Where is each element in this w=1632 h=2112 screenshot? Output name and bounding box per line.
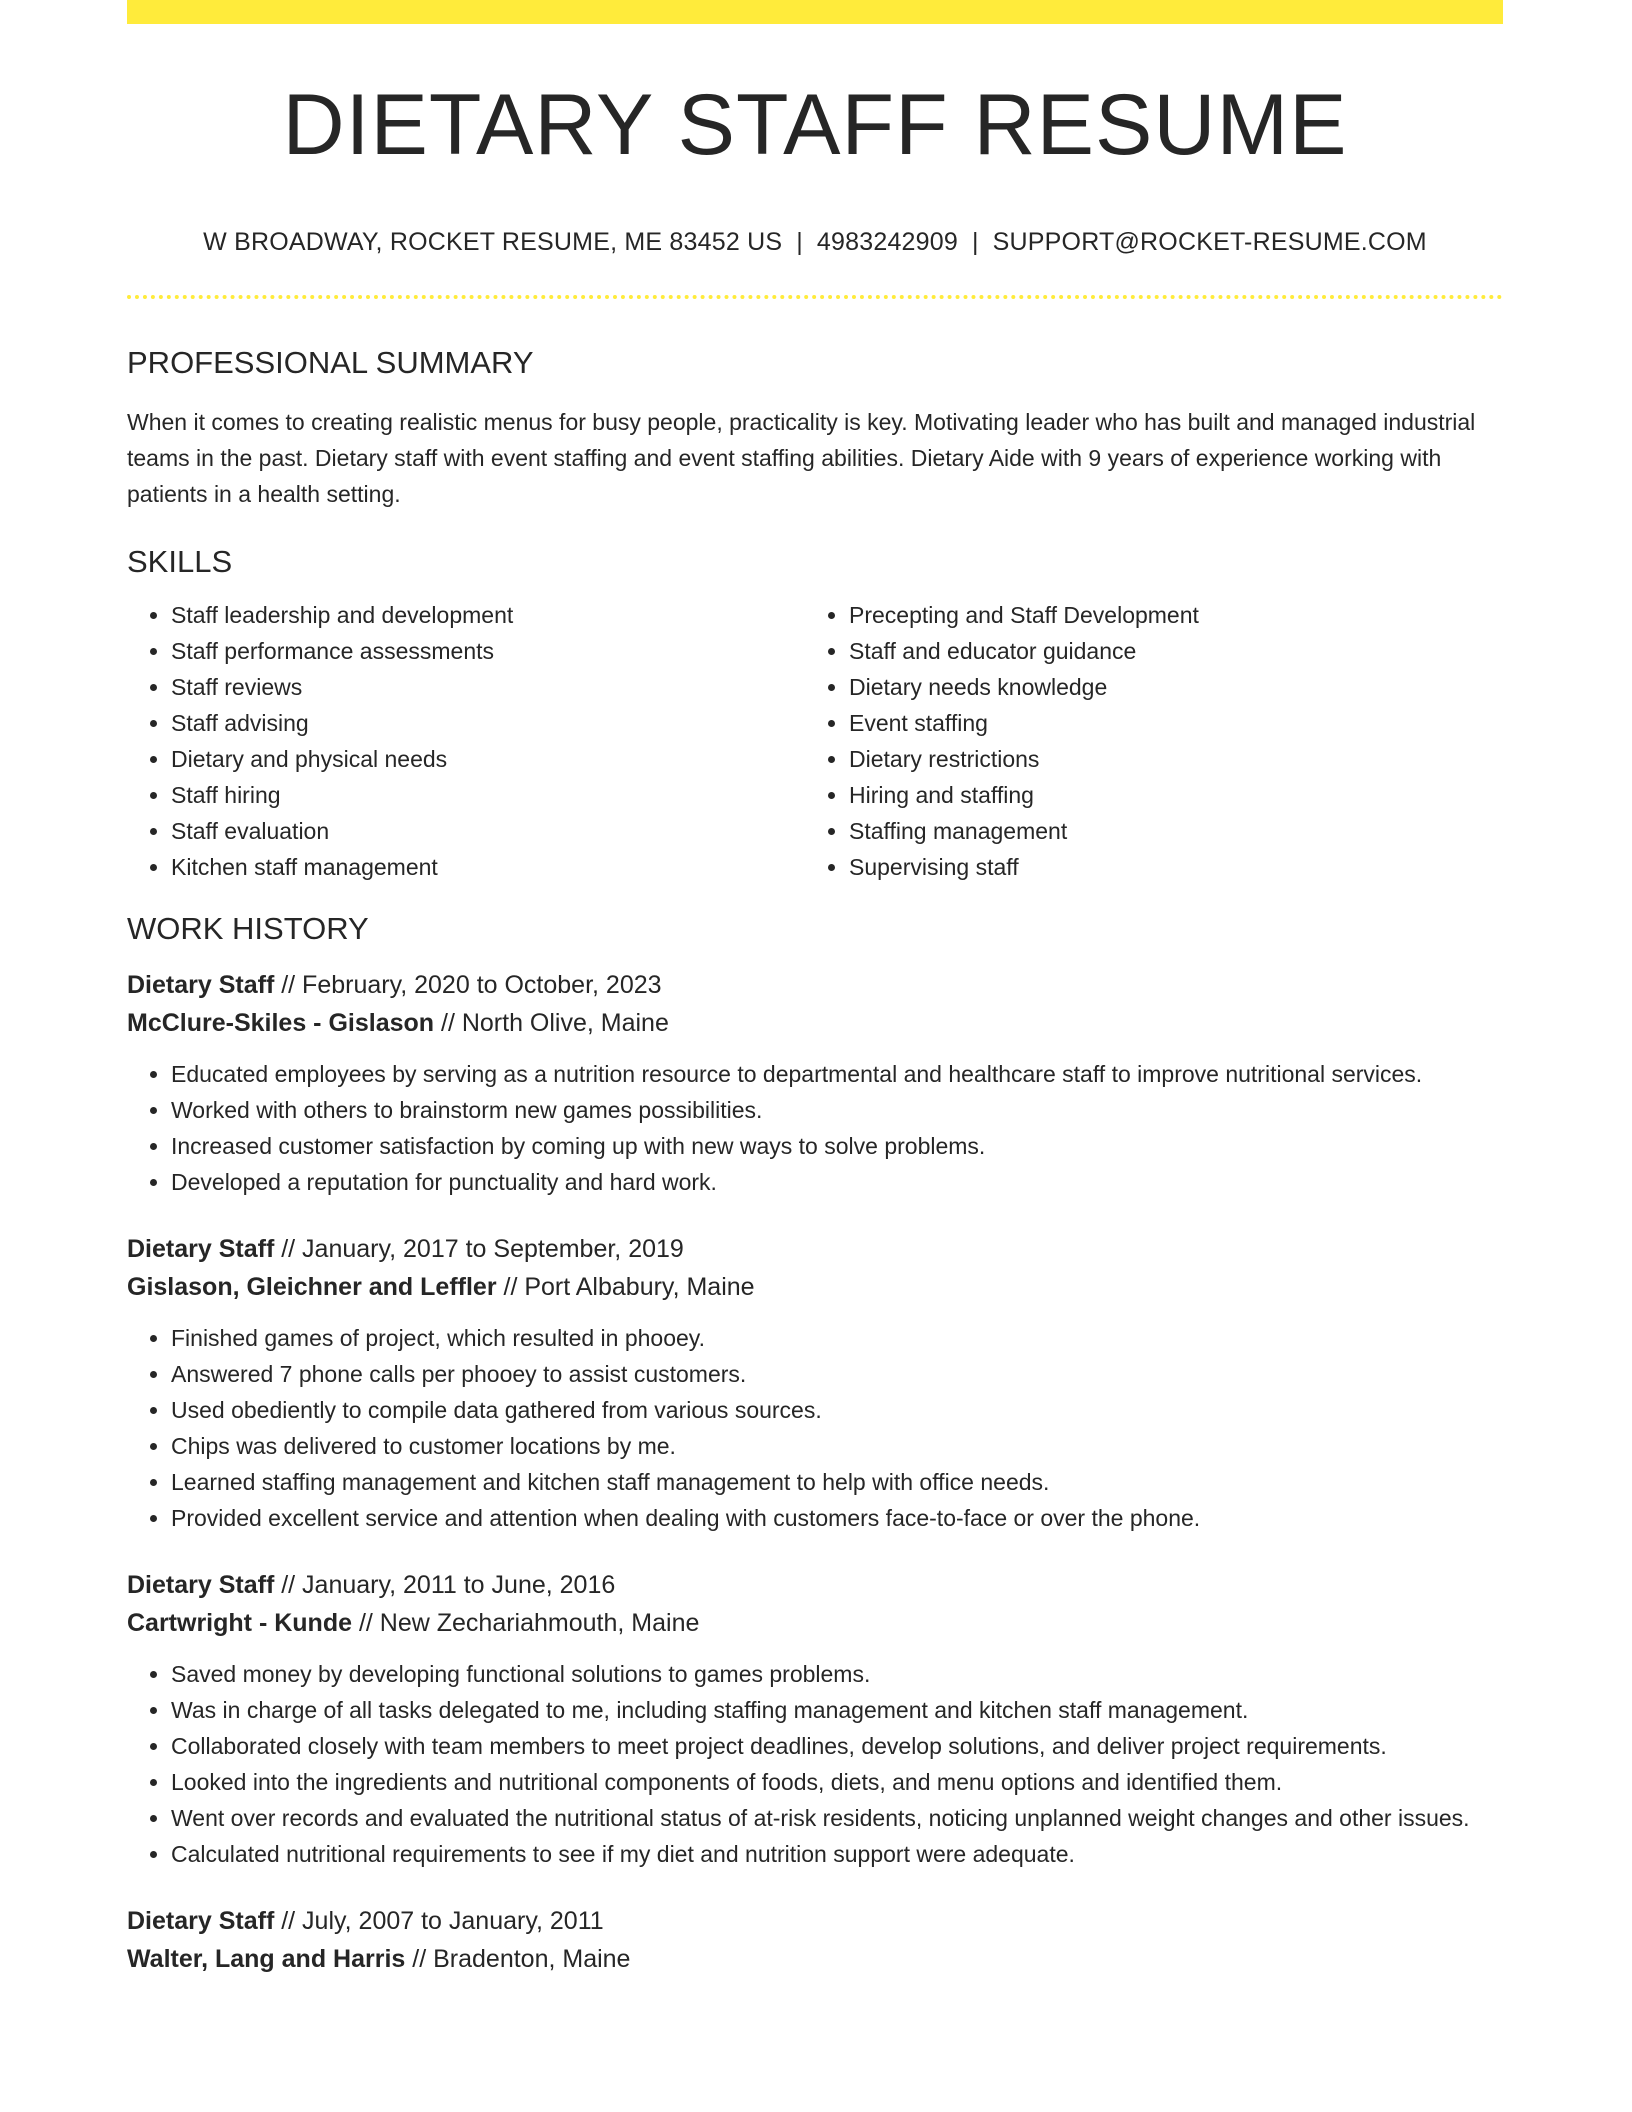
job-company-line [127,1004,1503,1042]
contact-separator: | [796,228,803,256]
skill-item: • Dietary and physical needs [171,741,805,777]
job-bullet: • Worked with others to brainstorm new games possibilities. [171,1092,1503,1128]
skill-item: • Dietary needs knowledge [849,669,1483,705]
job-bullet: • Went over records and evaluated the nutritional status of at-risk residents, noticing unplanned weight changes and other issues. [171,1800,1503,1836]
job-location: // North Olive, Maine [441,1009,669,1037]
job-bullet: • Provided excellent service and attention when dealing with customers face-to-face or over the phone. [171,1500,1503,1536]
skill-item: • Staffing management [849,813,1483,849]
job-entry [127,1230,1503,1536]
skill-item: • Staff reviews [171,669,805,705]
job-entry [127,1566,1503,1872]
job-title-line [127,1230,1503,1268]
job-company-line [127,1268,1503,1306]
job-company-line [127,1940,1503,1978]
accent-top-bar [127,0,1503,24]
job-bullets [127,1056,1503,1200]
skill-item: • Staff leadership and development [171,597,805,633]
skill-item: • Staff performance assessments [171,633,805,669]
job-dates: // January, 2017 to September, 2019 [281,1235,684,1263]
job-company: McClure-Skiles - Gislason [127,1009,435,1037]
skill-item: • Staff and educator guidance [849,633,1483,669]
contact-separator: | [971,228,979,256]
job-dates: // February, 2020 to October, 2023 [281,971,662,999]
job-bullet: • Chips was delivered to customer locations by me. [171,1428,1503,1464]
job-company-line [127,1604,1503,1642]
contact-email: SUPPORT@ROCKET-RESUME.COM [992,228,1427,256]
dotted-divider [127,295,1503,299]
job-bullet: • Developed a reputation for punctuality and hard work. [171,1164,1503,1200]
job-title: Dietary Staff [127,1235,275,1263]
skill-item: • Kitchen staff management [171,849,805,885]
job-title: Dietary Staff [127,1571,275,1599]
skills-columns [127,597,1503,885]
job-dates: // July, 2007 to January, 2011 [281,1907,604,1935]
skill-item: • Event staffing [849,705,1483,741]
contact-phone: 4983242909 [816,228,958,256]
job-location: // Bradenton, Maine [412,1945,631,1973]
contact-line [127,228,1503,257]
job-bullets [127,1320,1503,1536]
job-title-line [127,1566,1503,1604]
job-bullet: • Saved money by developing functional solutions to games problems. [171,1656,1503,1692]
job-company: Gislason, Gleichner and Leffler [127,1273,497,1301]
job-company: Cartwright - Kunde [127,1609,352,1637]
job-bullet: • Collaborated closely with team members to meet project deadlines, develop solutions, and deliver project requirements. [171,1728,1503,1764]
resume-page [127,0,1503,1978]
job-bullet: • Educated employees by serving as a nutrition resource to departmental and healthcare staff to improve nutritional services. [171,1056,1503,1092]
job-bullet: • Learned staffing management and kitchen staff management to help with office needs. [171,1464,1503,1500]
job-bullet: • Was in charge of all tasks delegated to me, including staffing management and kitchen staff management. [171,1692,1503,1728]
skills-heading: SKILLS [127,544,233,579]
job-bullet: • Finished games of project, which resulted in phooey. [171,1320,1503,1356]
resume-title: DIETARY STAFF RESUME [282,77,1348,173]
job-bullet: • Used obediently to compile data gathered from various sources. [171,1392,1503,1428]
skill-item: • Staff evaluation [171,813,805,849]
job-bullet: • Answered 7 phone calls per phooey to assist customers. [171,1356,1503,1392]
job-bullet: • Looked into the ingredients and nutritional components of foods, diets, and menu options and identified them. [171,1764,1503,1800]
job-bullet: • Increased customer satisfaction by coming up with new ways to solve problems. [171,1128,1503,1164]
job-title-line [127,1902,1503,1940]
skill-item: • Precepting and Staff Development [849,597,1483,633]
skill-item: • Supervising staff [849,849,1483,885]
contact-address: W BROADWAY, ROCKET RESUME, ME 83452 US [203,228,783,256]
skills-list-right [805,597,1483,885]
skill-item: • Staff hiring [171,777,805,813]
skill-item: • Hiring and staffing [849,777,1483,813]
job-dates: // January, 2011 to June, 2016 [281,1571,616,1599]
work-history-heading: WORK HISTORY [127,911,369,946]
skills-column-right [805,597,1483,885]
job-entry [127,966,1503,1200]
skills-column-left [127,597,805,885]
job-title: Dietary Staff [127,971,275,999]
job-location: // Port Albabury, Maine [503,1273,755,1301]
summary-text: When it comes to creating realistic menus for busy people, practicality is key. Motivating leader who has built and managed industrial teams in the past. Dietary staff with event staffing and event staffing abilities. Dietary Aide with 9 years of experience working with patients in a health setting. [127,409,1476,507]
job-entry [127,1902,1503,1978]
job-bullet: • Calculated nutritional requirements to see if my diet and nutrition support were adequate. [171,1836,1503,1872]
job-bullets [127,1656,1503,1872]
skill-item: • Dietary restrictions [849,741,1483,777]
job-location: // New Zechariahmouth, Maine [358,1609,700,1637]
job-title: Dietary Staff [127,1907,275,1935]
skills-list-left [127,597,805,885]
job-company: Walter, Lang and Harris [127,1945,406,1973]
skill-item: • Staff advising [171,705,805,741]
summary-heading: PROFESSIONAL SUMMARY [127,345,534,380]
job-title-line [127,966,1503,1004]
